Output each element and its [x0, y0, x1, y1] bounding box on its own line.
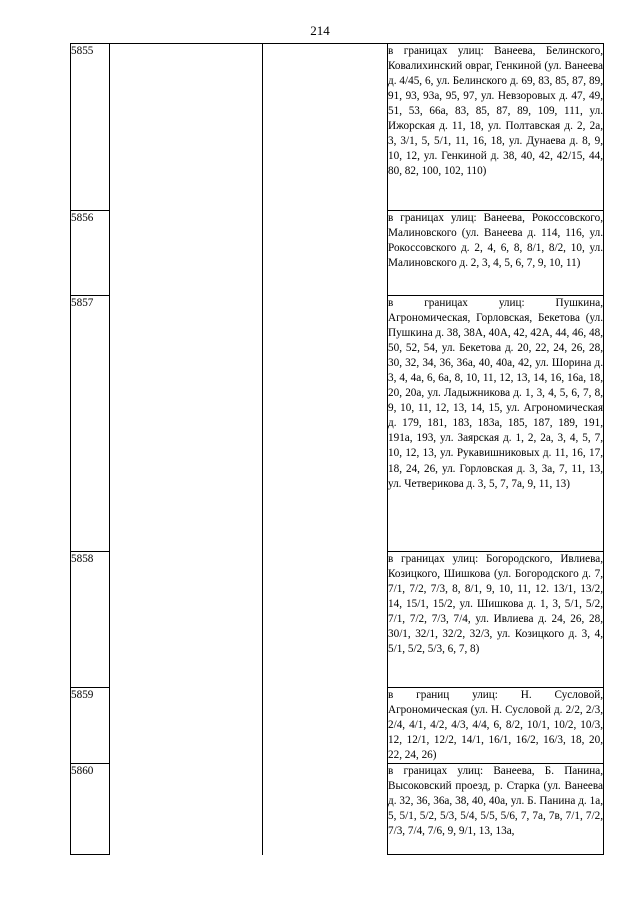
district-number: 5855 — [71, 44, 110, 211]
district-number: 5858 — [71, 552, 110, 688]
district-boundaries: в границ улиц: Н. Сусловой, Агрономическая (ул. Н. Сусловой д. 2/2, 2/3, 2/4, 4/1, 4/2, 4/3, 4/4, 6, 8/2, 10/1, 10/2, 10/3, 12, 12/1, 12/2, 14/1, 16/1, 16/2, 16/3, 18, 20, 22, 24, 26) — [388, 688, 604, 764]
district-number: 5859 — [71, 688, 110, 764]
table-row — [71, 44, 604, 211]
district-boundaries: в границах улиц: Ванеева, Рокоссовского, Малиновского (ул. Ванеева д. 114, 116, ул. Рокоссовского д. 2, 4, 6, 8, 8/1, 8/2, 10, ул. Малиновского д. 2, 3, 4, 5, 6, 7, 9, 10, 11) — [388, 211, 604, 296]
empty-column-2 — [110, 44, 263, 855]
district-boundaries: в границах улиц: Богородского, Ивлиева, Козицкого, Шишкова (ул. Богородского д. 7, 7/1, 7/2, 7/3, 8, 8/1, 9, 10, 11, 12. 13/1, 13/2, 14, 15/1, 15/2, ул. Шишкова д. 1, 3, 5/1, 5/2, 7/1, 7/2, 7/3, 7/4, ул. Ивлиева д. 24, 26, 28, 30/1, 32/1, 32/2, 32/3, ул. Козицкого д. 3, 4, 5/1, 5/2, 5/3, 6, 7, 8) — [388, 552, 604, 688]
polling-district-table — [70, 43, 604, 855]
district-number: 5856 — [71, 211, 110, 296]
district-number: 5860 — [71, 764, 110, 855]
district-boundaries: в границах улиц: Ванеева, Б. Панина, Высоковский проезд, р. Старка (ул. Ванеева д. 32, 36, 36а, 38, 40, 40а, ул. Б. Панина д. 1а, 5, 5/1, 5/2, 5/3, 5/4, 5/5, 5/6, 7, 7а, 7в, 7/1, 7/2, 7/3, 7/4, 7/6, 9, 9/1, 13, 13а, — [388, 764, 604, 855]
district-number: 5857 — [71, 296, 110, 552]
district-boundaries: в границах улиц: Ванеева, Белинского, Ковалихинский овраг, Генкиной (ул. Ванеева д. 4/45, 6, ул. Белинского д. 69, 83, 85, 87, 89, 91, 93, 93а, 95, 97, ул. Невзоровых д. 47, 49, 51, 53, 66а, 83, 85, 87, 89, 109, 111, ул. Ижорская д. 11, 18, ул. Полтавская д. 2, 2а, 3, 3/1, 5, 5/1, 11, 16, 18, ул. Дунаева д. 8, 9, 10, 12, ул. Генкиной д. 38, 40, 42, 42/15, 44, 80, 82, 100, 102, 110) — [388, 44, 604, 211]
page-number: 214 — [310, 23, 330, 38]
district-boundaries: в границах улиц: Пушкина, Агрономическая, Горловская, Бекетова (ул. Пушкина д. 38, 38А, 40А, 42, 42А, 44, 46, 48, 50, 52, 54, ул. Бекетова д. 20, 22, 24, 26, 28, 30, 32, 34, 36, 36а, 40, 40а, 42, ул. Шорина д. 3, 4, 4а, 6, 6а, 8, 10, 11, 12, 13, 14, 16, 16а, 18, 20, 20а, ул. Ладыжникова д. 1, 3, 4, 5, 6, 7, 8, 9, 10, 11, 12, 13, 14, 15, ул. Агрономическая д. 179, 181, 183, 183а, 185, 187, 189, 191, 191а, 193, ул. Заярская д. 1, 2, 2а, 3, 4, 5, 7, 10, 12, 13, ул. Рукавишниковых д. 11, 16, 17, 18, 24, 26, ул. Горловская д. 3, 3а, 7, 11, 13, ул. Четверикова д. 3, 5, 7, 7а, 9, 11, 13) — [388, 296, 604, 552]
empty-column-3 — [263, 44, 388, 855]
